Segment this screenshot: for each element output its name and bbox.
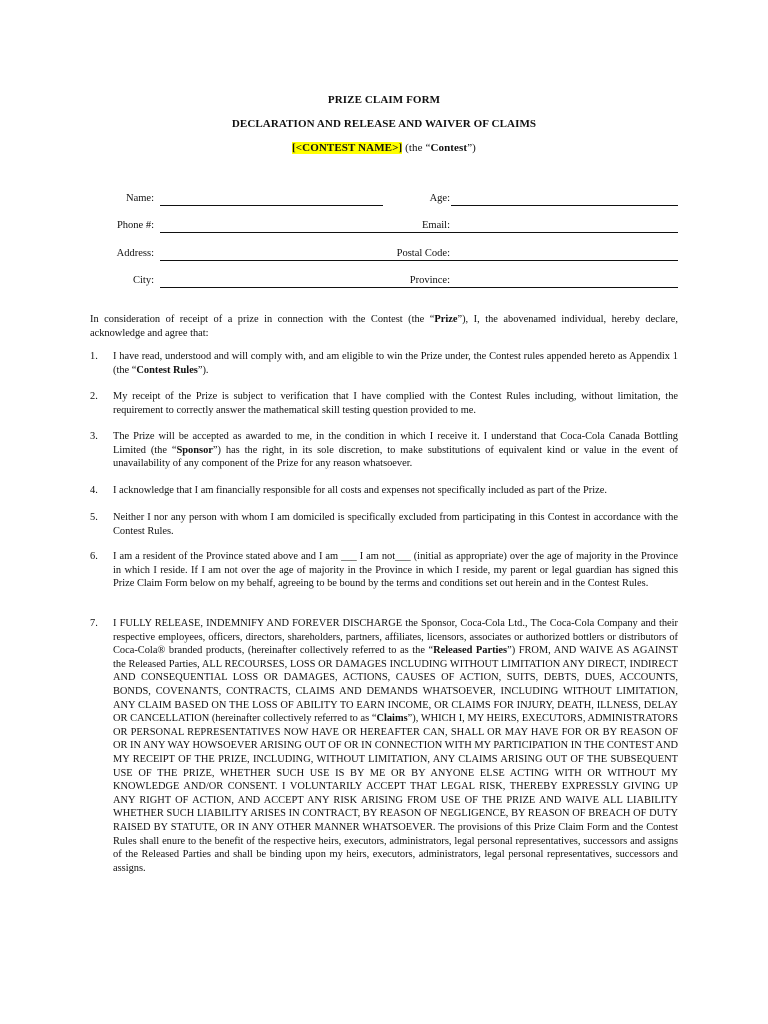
phone-label: Phone #:: [116, 220, 154, 231]
item-text-bold-released-parties: Released Parties: [433, 645, 508, 657]
item-text: I am a resident of the Province stated above and I am ___ I am not___ (initial as appropriate) over the age of majority in the Province in which I reside. If I am not over the age of majority in the Province in which I reside, my parent or legal guardian has signed this Prize Claim Form below on my behalf, agreeing to be bound by the terms and conditions set out herein and in the Contest Rules.: [113, 551, 678, 590]
field-row-address-postal: [0, 248, 768, 262]
item-text: I FULLY RELEASE, INDEMNIFY AND FOREVER DISCHARGE the Sponsor, Coca-Cola Ltd., The Coca-Cola Company and their respective employees, officers, directors, shareholders, partners, affiliates, licensors, associates or authorized bottlers or distributors of Coca-Cola® branded products, (hereinafter collectively referred to as the “: [113, 618, 678, 657]
item-text-bold: Sponsor: [176, 444, 213, 456]
item-text-part2: ”) FROM, AND WAIVE AS AGAINST the Released Parties, ALL RECOURSES, LOSS OR DAMAGES INCLUDING WITHOUT LIMITATION ANY DIRECT, INDIRECT AND CONSEQUENTIAL LOSS OR DAMAGES, ACTIONS, CAUSES OF ACTION, SUITS, DEBTS, DUES, ACCOUNTS, BONDS, COVENANTS, CONTRACTS, CLAIMS AND DEMANDS WHATSOEVER, INCLUDING WITHOUT LIMITATION, ANY CLAIM BASED ON THE LOSS OF ABILITY TO EARN INCOME, OR CLAIMS FOR INJURY, DEATH, ILLNESS, DELAY OR CANCELLATION (hereinafter collectively referred to as “: [113, 645, 678, 725]
item-text-bold-claims: Claims: [376, 713, 408, 725]
name-label: Name:: [126, 193, 154, 204]
item-number: 6.: [90, 551, 98, 562]
city-label: City:: [132, 275, 154, 286]
age-label: Age:: [429, 193, 450, 204]
age-field[interactable]: [451, 205, 678, 206]
phone-email-field[interactable]: [160, 232, 678, 233]
contest-name-placeholder: [<CONTEST NAME>]: [292, 142, 403, 154]
item-number: 2.: [90, 391, 98, 402]
email-label: Email:: [419, 220, 450, 231]
field-row-phone-email: [0, 220, 768, 234]
item-text-part3: ”), WHICH I, MY HEIRS, EXECUTORS, ADMINISTRATORS OR PERSONAL REPRESENTATIVES NOW HAVE OR HEREAFTER CAN, SHALL OR MAY HAVE FOR OR BY REASON OF OR IN ANY WAY HOWSOEVER ARISING OUT OF OR IN CONNECTION WITH MY PARTICIPATION IN THE CONTEST AND MY RECEIPT OF THE PRIZE, INCLUDING, WITHOUT LIMITATION, ANY CLAIMS ARISING OUT OF THE SUBSEQUENT USE OF THE PRIZE, WHETHER SUCH USE IS BY ME OR BY ANYONE ELSE ACTING WITH OR WITHOUT MY KNOWLEDGE AND/OR CONSENT. I VOLUNTARILY ACCEPT THAT LEGAL RISK, THEREBY EXPRESSLY GIVING UP ANY RIGHT OF ACTION, AND ACCEPT ANY RISK ARISING FROM USE OF THE PRIZE AND WAIVE ALL LIABILITY WHETHER SUCH LIABILITY ARISES IN CONTRACT, BY REASON OF NEGLIGENCE, BY REASON OF BREACH OF DUTY RAISED BY STATUTE, OR IN ANY OTHER MANNER WHATSOEVER.: [113, 713, 679, 833]
form-title: PRIZE CLAIM FORM: [327, 94, 441, 106]
item-text: My receipt of the Prize is subject to verification that I have complied with the Contest Rules including, without limitation, the requirement to correctly answer the mathematical skill testing question provided to me.: [113, 391, 678, 416]
intro-paragraph: [90, 313, 678, 340]
list-item: [90, 390, 678, 417]
contest-line: [0, 142, 768, 154]
field-row-city-province: [0, 275, 768, 289]
item-number: 4.: [90, 485, 98, 496]
postal-code-label: Postal Code:: [394, 248, 450, 259]
province-label: Province:: [407, 275, 450, 286]
item-text: I acknowledge that I am financially responsible for all costs and expenses not specifically included as part of the Prize.: [113, 485, 607, 496]
address-postal-field[interactable]: [160, 260, 678, 261]
contest-suffix-pre: (the “: [402, 142, 431, 154]
contest-suffix-post: ”): [467, 142, 476, 154]
list-item: [90, 350, 678, 377]
address-label: Address:: [116, 248, 154, 259]
list-item: [90, 484, 678, 498]
intro-text-pre: In consideration of receipt of a prize in connection with the Contest (the “: [90, 314, 435, 325]
item-text: Neither I nor any person with whom I am domiciled is specifically excluded from participating in this Contest in accordance with the Contest Rules.: [113, 512, 678, 537]
contest-suffix-bold: Contest: [430, 142, 468, 154]
name-field[interactable]: [160, 205, 383, 206]
item-text-bold: Contest Rules: [136, 364, 198, 376]
item-text-post: ”).: [197, 364, 209, 376]
item-number: 7.: [90, 618, 98, 629]
intro-text-post: ”), I, the abovenamed individual, hereby declare, acknowledge and agree that:: [90, 314, 678, 339]
item-text: The Prize will be accepted as awarded to me, in the condition in which I receive it. I understand that Coca-Cola Canada Bottling Limited (the “: [113, 431, 678, 456]
item-text: I have read, understood and will comply with, and am eligible to win the Prize under, the Contest rules appended hereto as Appendix 1 (the “: [113, 351, 678, 376]
item-number: 3.: [90, 431, 98, 442]
city-province-field[interactable]: [160, 287, 678, 288]
list-item: [90, 550, 678, 591]
form-subtitle: DECLARATION AND RELEASE AND WAIVER OF CLAIMS: [231, 118, 537, 130]
list-item: [90, 430, 678, 471]
intro-text-bold: Prize: [434, 314, 458, 325]
list-item: [90, 617, 678, 875]
item-text-post: ”) has the right, in its sole discretion, to make substitutions of equivalent kind or value in the event of unavailability of any component of the Prize for any reason whatsoever.: [113, 444, 678, 470]
list-item: [90, 511, 678, 538]
item-number: 1.: [90, 351, 98, 362]
item-text-part4: The provisions of this Prize Claim Form and the Contest Rules shall enure to the benefit of the respective heirs, executors, administrators, legal personal representatives, successors and assigns of the Released Parties and shall be binding upon my heirs, executors, administrators, legal personal representatives, successors and assigns.: [113, 821, 678, 874]
field-row-name-age: [0, 193, 768, 207]
item-number: 5.: [90, 512, 98, 523]
